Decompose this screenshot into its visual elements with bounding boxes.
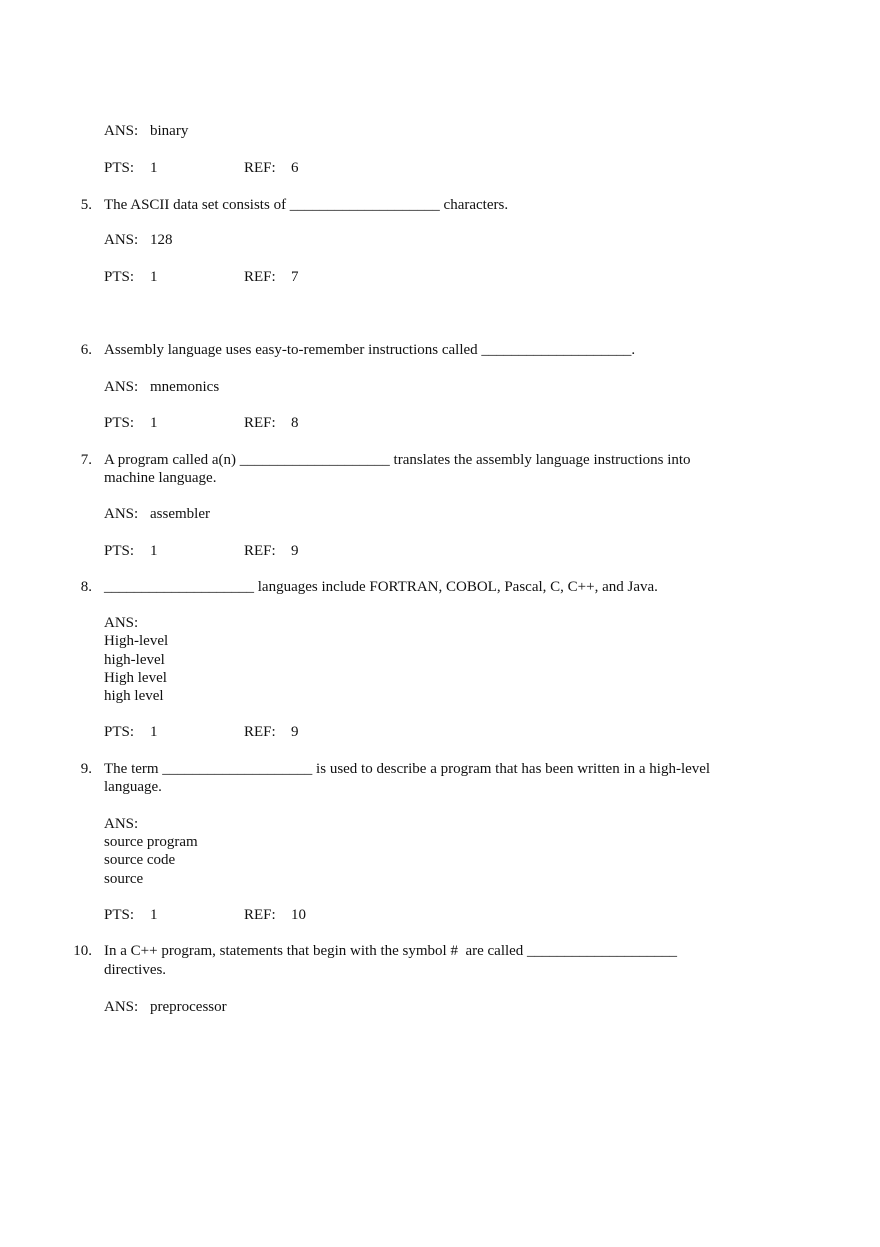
answer-label: ANS: <box>104 506 139 522</box>
answer-label: ANS: <box>104 123 139 139</box>
points-label: PTS: <box>104 160 135 176</box>
answer-value: High level <box>104 670 167 686</box>
answer-value: mnemonics <box>150 379 220 395</box>
question-text: language. <box>104 779 162 795</box>
points-label: PTS: <box>104 907 135 923</box>
reference-value: 6 <box>291 160 299 176</box>
reference-value: 10 <box>291 907 306 923</box>
points-label: PTS: <box>104 724 135 740</box>
reference-label: REF: <box>244 269 276 285</box>
answer-label: ANS: <box>104 999 139 1015</box>
points-value: 1 <box>150 724 158 740</box>
question-text: ____________________ languages include FORTRAN, COBOL, Pascal, C, C++, and Java. <box>104 579 658 595</box>
points-value: 1 <box>150 907 158 923</box>
question-text: machine language. <box>104 470 217 486</box>
points-label: PTS: <box>104 269 135 285</box>
reference-label: REF: <box>244 907 276 923</box>
question-text: Assembly language uses easy-to-remember instructions called ____________________. <box>104 342 636 358</box>
question-text: In a C++ program, statements that begin with the symbol # are called ____________________ <box>104 943 678 959</box>
question-text: The ASCII data set consists of ____________________ characters. <box>104 197 509 213</box>
answer-label: ANS: <box>104 615 139 631</box>
question-text: The term ____________________ is used to describe a program that has been written in a high-level <box>104 761 711 777</box>
question-number: 10. <box>73 943 92 959</box>
answer-value: high level <box>104 688 164 704</box>
answer-value: source <box>104 871 144 887</box>
answer-label: ANS: <box>104 232 139 248</box>
question-number: 8. <box>80 579 92 595</box>
answer-value: High-level <box>104 633 169 649</box>
reference-label: REF: <box>244 415 276 431</box>
points-value: 1 <box>150 415 158 431</box>
question-text: A program called a(n) ____________________ translates the assembly language instructions into <box>104 452 691 468</box>
reference-value: 8 <box>291 415 299 431</box>
points-label: PTS: <box>104 543 135 559</box>
answer-value: assembler <box>150 506 210 522</box>
points-value: 1 <box>150 269 158 285</box>
question-number: 7. <box>80 452 92 468</box>
answer-value: 128 <box>150 232 173 248</box>
question-number: 5. <box>80 197 92 213</box>
answer-label: ANS: <box>104 816 139 832</box>
reference-value: 7 <box>291 269 299 285</box>
question-number: 9. <box>80 761 92 777</box>
question-text: directives. <box>104 962 167 978</box>
question-number: 6. <box>80 342 92 358</box>
answer-label: ANS: <box>104 379 139 395</box>
reference-value: 9 <box>291 724 299 740</box>
answer-value: source code <box>104 852 176 868</box>
points-label: PTS: <box>104 415 135 431</box>
reference-label: REF: <box>244 160 276 176</box>
reference-label: REF: <box>244 543 276 559</box>
answer-value: high-level <box>104 652 165 668</box>
reference-label: REF: <box>244 724 276 740</box>
answer-value: source program <box>104 834 198 850</box>
answer-value: binary <box>150 123 189 139</box>
points-value: 1 <box>150 543 158 559</box>
reference-value: 9 <box>291 543 299 559</box>
answer-value: preprocessor <box>150 999 227 1015</box>
points-value: 1 <box>150 160 158 176</box>
